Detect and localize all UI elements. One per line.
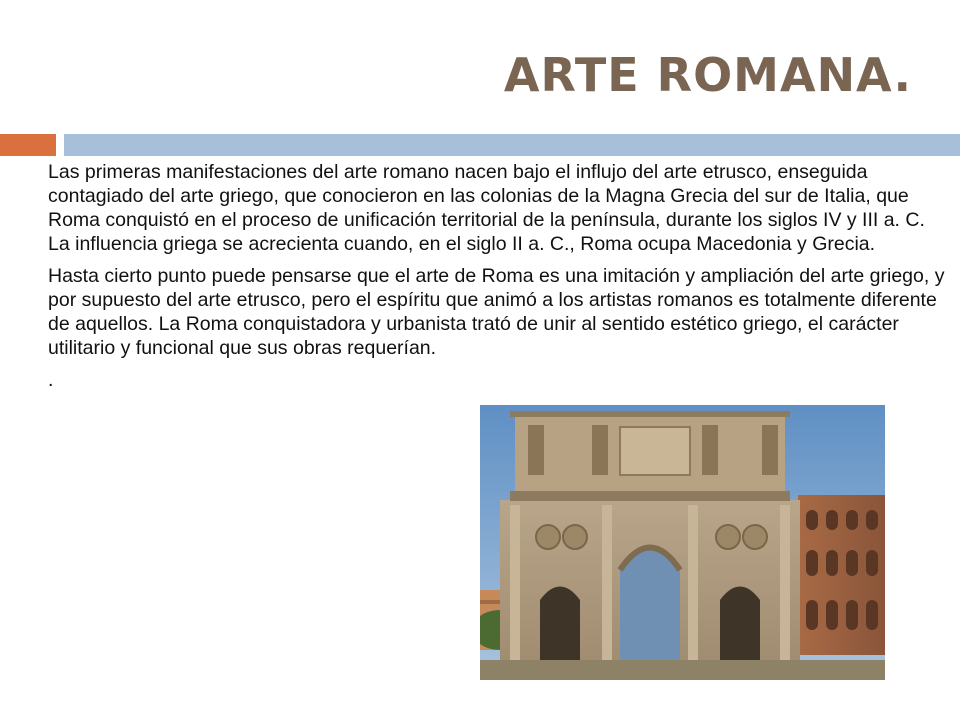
accent-bar-blue: [64, 134, 960, 156]
paragraph-1: Las primeras manifestaciones del arte romano nacen bajo el influjo del arte etrusco, enseguida contagiado del arte griego, que conocieron en las colonias de la Magna Grecia del sur de Italia, que Roma conquistó en el proceso de unificación territorial de la península, durante los siglos IV y III a. C. La influencia griega se acrecienta cuando, en el siglo II a. C., Roma ocupa Macedonia y Grecia.: [48, 161, 925, 255]
paragraph-3: .: [48, 369, 54, 391]
slide-title: ARTE ROMANA.: [503, 48, 912, 102]
arch-of-constantine-photo: [480, 405, 885, 680]
slide-body: [48, 160, 948, 400]
accent-bar-orange: [0, 134, 56, 156]
paragraph-2: Hasta cierto punto puede pensarse que el arte de Roma es una imitación y ampliación del arte griego, y por supuesto del arte etrusco, pero el espíritu que animó a los artistas romanos es totalmente diferente de aquellos. La Roma conquistadora y urbanista trató de unir al sentido estético griego, el carácter utilitario y funcional que sus obras requerían.: [48, 265, 945, 359]
